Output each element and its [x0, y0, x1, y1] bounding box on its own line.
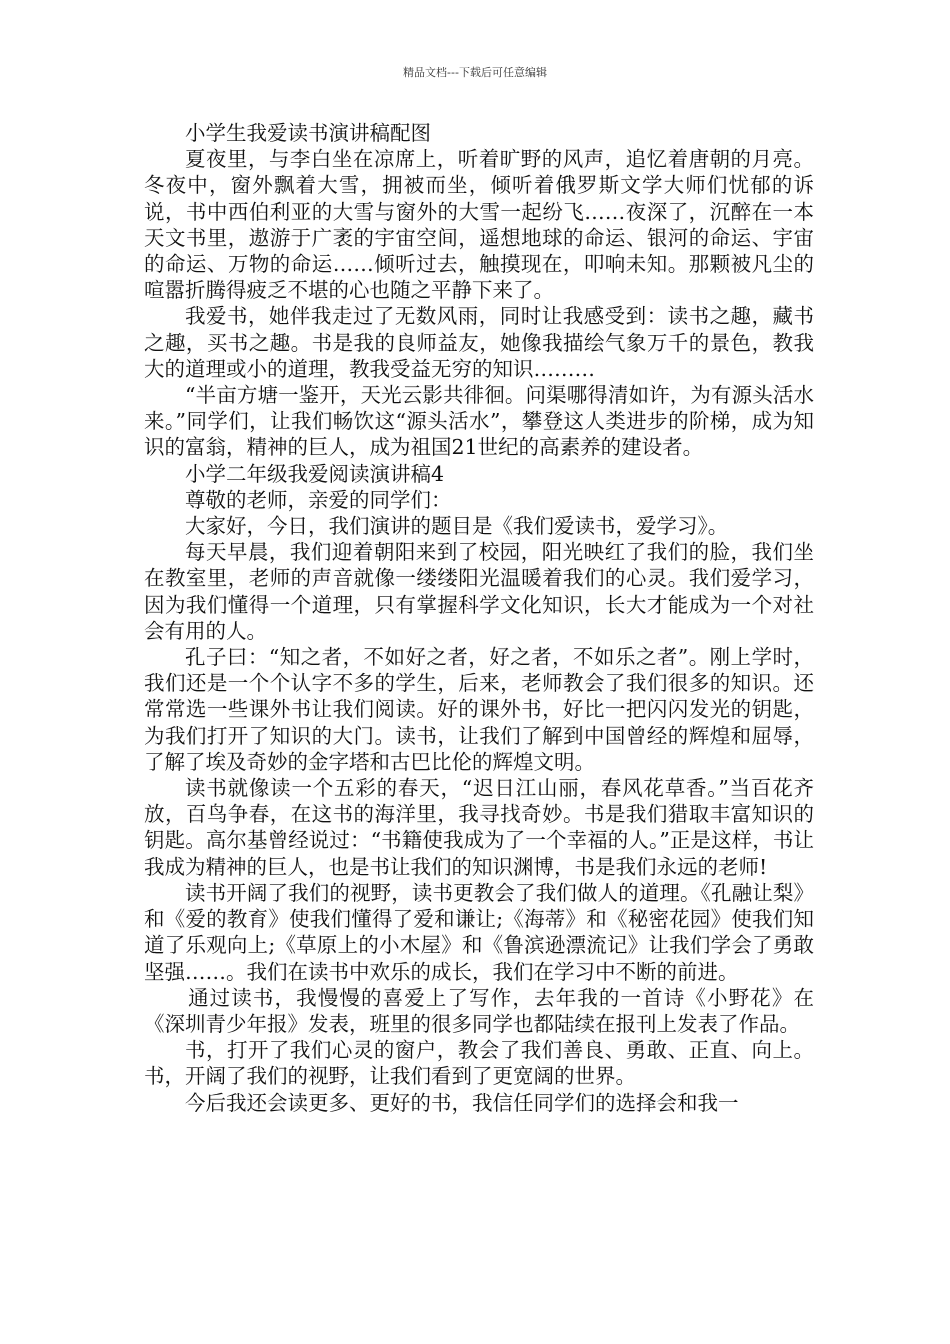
paragraph: 孔子曰：“知之者，不如好之者，好之者，不如乐之者”。刚上学时，我们还是一个个认字不多的学生，后来，老师教会了我们很多的知识。还常常选一些课外书让我们阅读。好的课外书，好比一把闪闪发光的钥匙，为我们打开了知识的大门。读书，让我们了解到中国曾经的辉煌和屈辱，了解了埃及奇妙的金字塔和古巴比伦的辉煌文明。 — [144, 645, 814, 774]
document-body — [144, 120, 814, 1116]
page-header: 精品文档---下载后可任意编辑 — [403, 66, 547, 79]
paragraph: 我爱书，她伴我走过了无数风雨，同时让我感受到：读书之趣，藏书之趣，买书之趣。书是我的良师益友，她像我描绘气象万千的景色，教我大的道理或小的道理，教我受益无穷的知识……… — [144, 304, 814, 381]
greeting: 尊敬的老师，亲爱的同学们： — [185, 487, 452, 512]
paragraph: 大家好，今日，我们演讲的题目是《我们爱读书，爱学习》。 — [185, 514, 729, 539]
paragraph: “半亩方塘一鉴开，天光云影共徘徊。问渠哪得清如许，为有源头活水来。”同学们，让我们畅饮这“源头活水”，攀登这人类进步的阶梯，成为知识的富翁，精神的巨人，成为祖国21世纪的高素养的建设者。 — [144, 383, 814, 460]
paragraph: 每天早晨，我们迎着朝阳来到了校园，阳光映红了我们的脸，我们坐在教室里，老师的声音就像一缕缕阳光温暖着我们的心灵。我们爱学习，因为我们懂得一个道理，只有掌握科学文化知识，长大才能成为一个对社会有用的人。 — [144, 540, 814, 643]
subtitle: 小学二年级我爱阅读演讲稿4 — [185, 461, 445, 486]
paragraph: 读书开阔了我们的视野，读书更教会了我们做人的道理。《孔融让梨》和《爱的教育》使我们懂得了爱和谦让;《海蒂》和《秘密花园》使我们知道了乐观向上;《草原上的小木屋》和《鲁滨逊漂流记》让我们学会了勇敢坚强……。我们在读书中欢乐的成长，我们在学习中不断的前进。 — [144, 880, 814, 984]
paragraph: 通过读书，我慢慢的喜爱上了写作，去年我的一首诗《小野花》在《深圳青少年报》发表，班里的很多同学也都陆续在报刊上发表了作品。 — [144, 985, 814, 1036]
paragraph: 读书就像读一个五彩的春天，“迟日江山丽，春风花草香。”当百花齐放，百鸟争春，在这书的海洋里，我寻找奇妙。书是我们猎取丰富知识的钥匙。高尔基曾经说过：“书籍使我成为了一个幸福的人。”正是这样，书让我成为精神的巨人，也是书让我们的知识渊博，书是我们永远的老师! — [144, 776, 814, 879]
paragraph: 夏夜里，与李白坐在凉席上，听着旷野的风声，追忆着唐朝的月亮。冬夜中，窗外飘着大雪，拥被而坐，倾听着俄罗斯文学大师们忧郁的诉说，书中西伯利亚的大雪与窗外的大雪一起纷飞……夜深了，沉醉在一本天文书里，遨游于广袤的宇宙空间，遥想地球的命运、银河的命运、宇宙的命运、万物的命运……倾听过去，触摸现在，叩响未知。那颗被凡尘的喧嚣折腾得疲乏不堪的心也随之平静下来了。 — [144, 147, 814, 303]
paragraph: 书，打开了我们心灵的窗户，教会了我们善良、勇敢、正直、向上。书，开阔了我们的视野，让我们看到了更宽阔的世界。 — [144, 1038, 814, 1089]
title: 小学生我爱读书演讲稿配图 — [185, 121, 431, 145]
paragraph: 今后我还会读更多、更好的书，我信任同学们的选择会和我一 — [185, 1090, 739, 1115]
